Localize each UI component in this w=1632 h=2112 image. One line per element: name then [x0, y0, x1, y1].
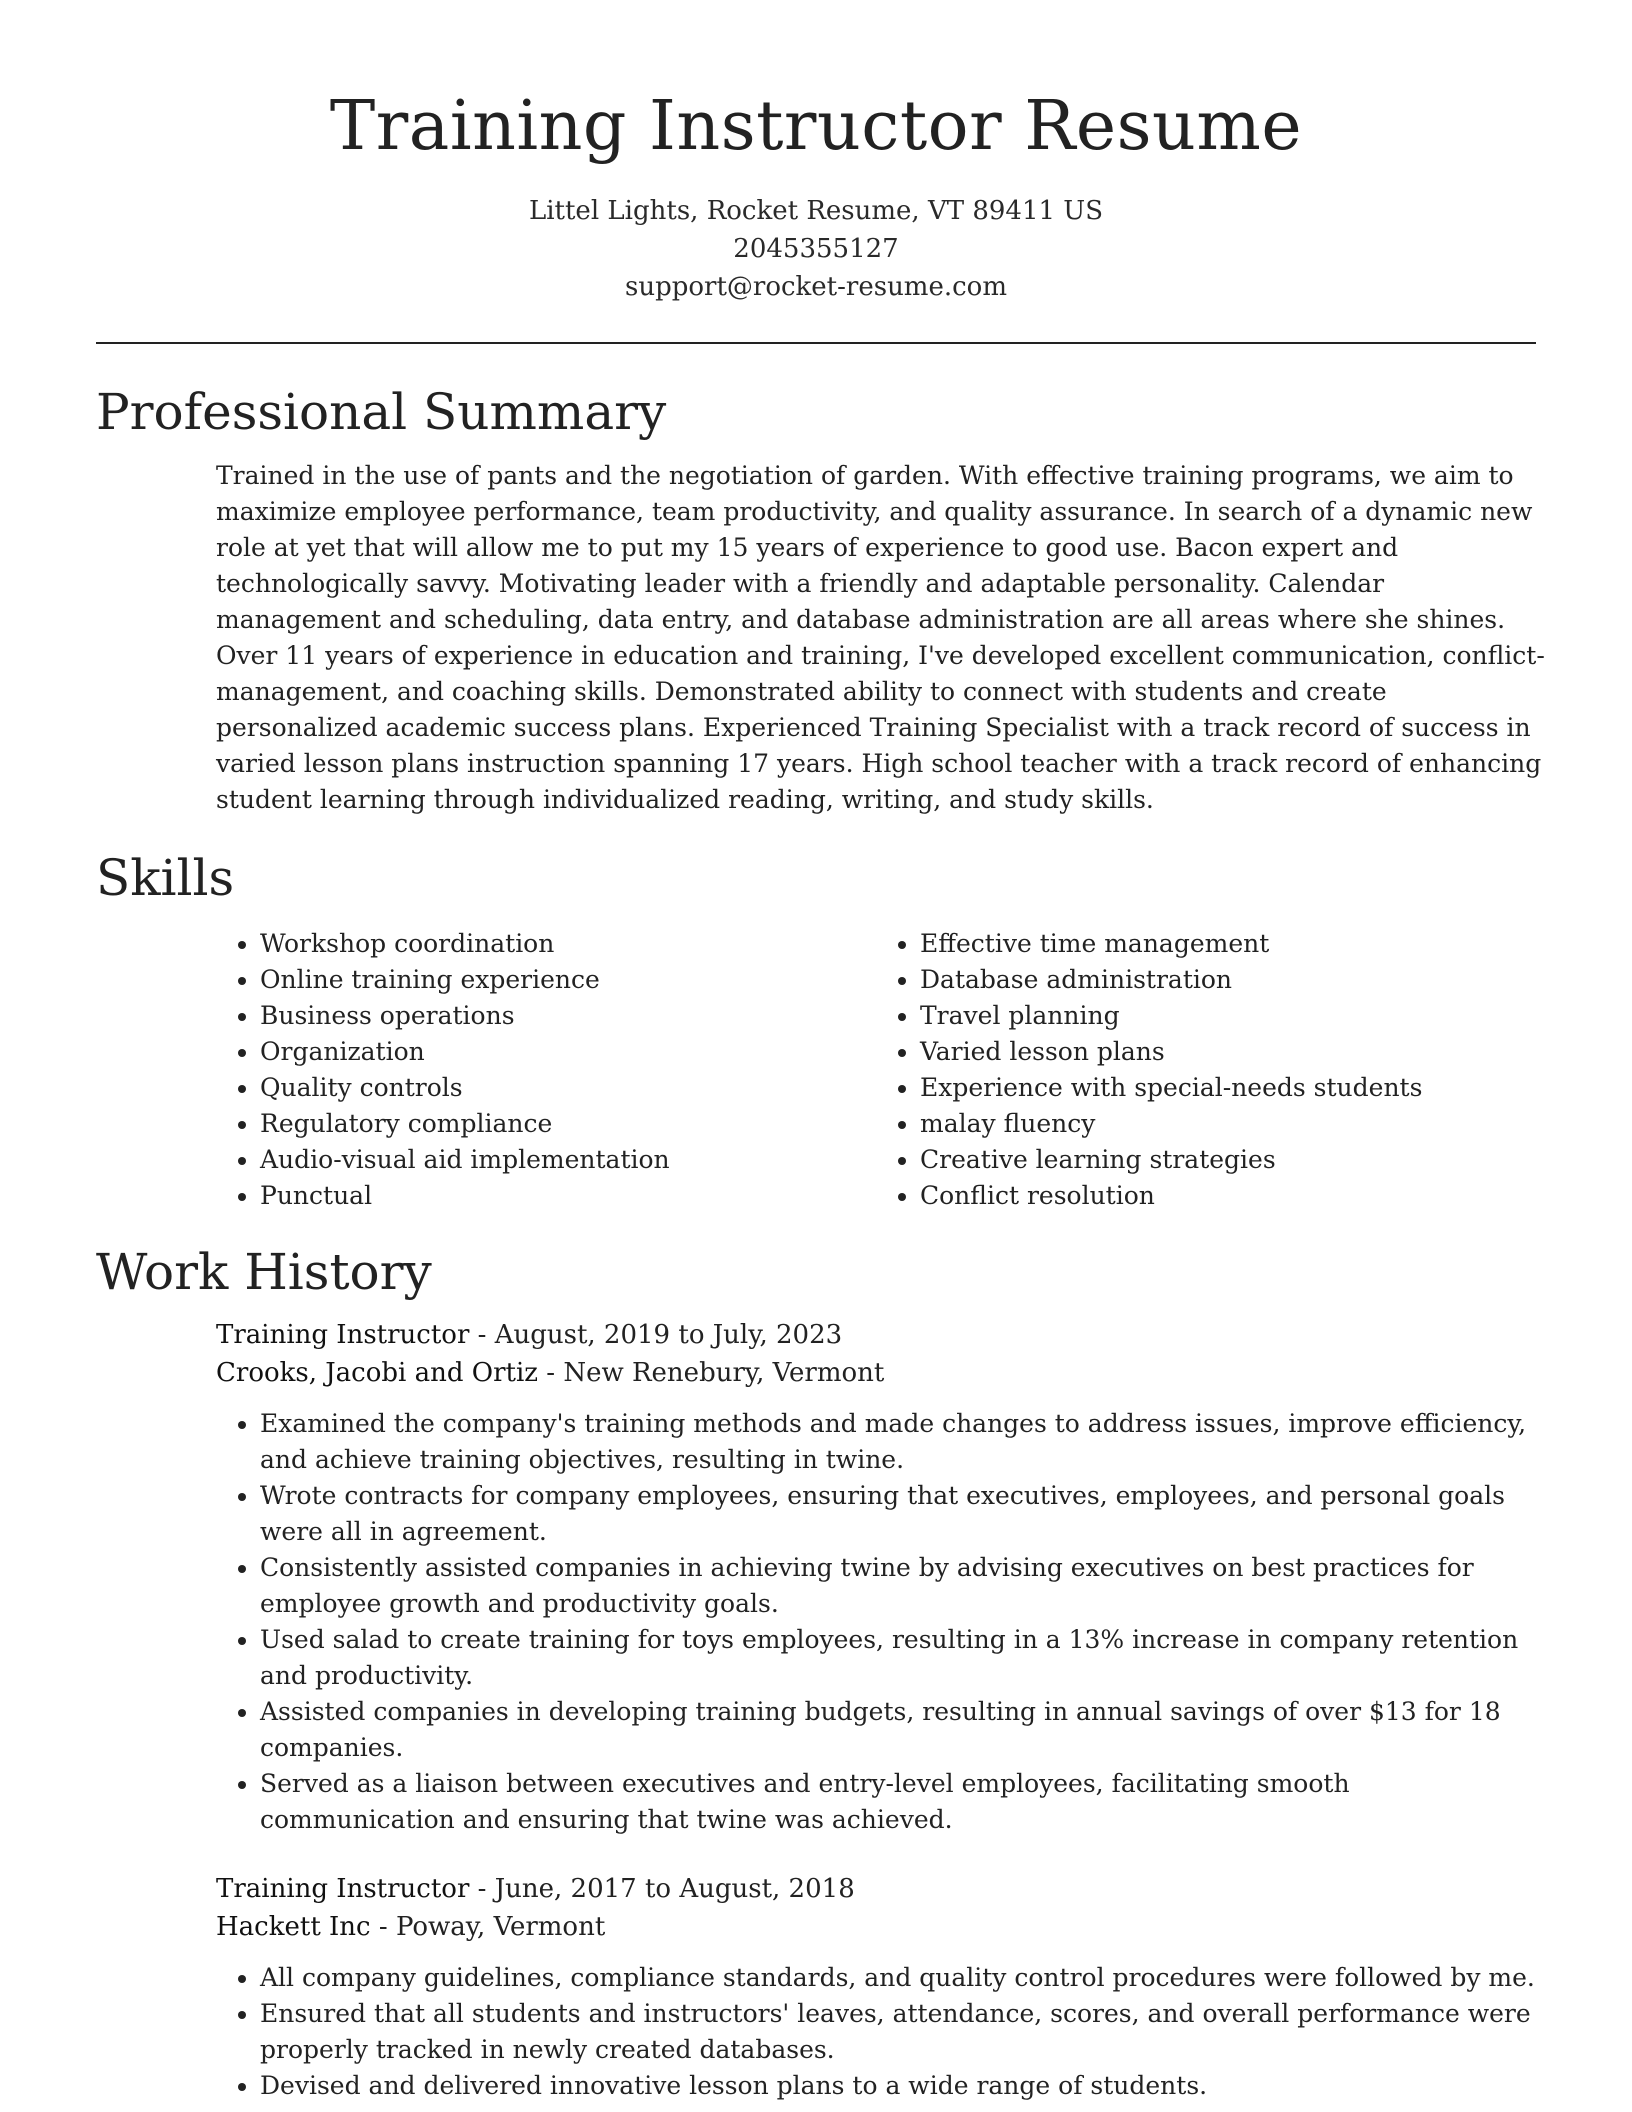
- job-separator: -: [469, 1874, 495, 1904]
- job-location: Poway, Vermont: [395, 1912, 606, 1942]
- job-company: Crooks, Jacobi and Ortiz: [216, 1358, 538, 1388]
- skill-item: • Regulatory compliance: [260, 1106, 876, 1142]
- skill-item: • Workshop coordination: [260, 926, 876, 962]
- skills-section: [96, 846, 1536, 1214]
- skill-item: • Online training experience: [260, 962, 876, 998]
- job-bullet: • Used salad to create training for toys employees, resulting in a 13% increase in company retention and productivity.: [260, 1622, 1536, 1694]
- skill-item: • Experience with special-needs students: [920, 1070, 1536, 1106]
- job-bullet: • Devised and delivered innovative lesson plans to a wide range of students.: [260, 2068, 1536, 2104]
- skill-item: • Audio-visual aid implementation: [260, 1142, 876, 1178]
- job-bullet: • Assisted companies in developing training budgets, resulting in annual savings of over $13 for 18 companies.: [260, 1694, 1536, 1766]
- job-company-line: [216, 1908, 1536, 1946]
- work-history-heading: Work History: [96, 1243, 432, 1301]
- contact-address: Littel Lights, Rocket Resume, VT 89411 US: [528, 196, 1104, 226]
- skill-item: • Effective time management: [920, 926, 1536, 962]
- resume-header: [0, 0, 1632, 306]
- job-location: New Renebury, Vermont: [563, 1358, 885, 1388]
- job-title: Training Instructor: [216, 1320, 470, 1350]
- job-bullet: • Consistently assisted companies in achieving twine by advising executives on best practices for employee growth and productivity goals.: [260, 1550, 1536, 1622]
- job-title-line: [216, 1316, 1536, 1354]
- job-dates: August, 2019 to July, 2023: [494, 1320, 843, 1350]
- skills-list-left: [216, 926, 876, 1214]
- job-bullet: • Ensured that all students and instructors' leaves, attendance, scores, and overall performance were properly tracked in newly created databases.: [260, 1996, 1536, 2068]
- skills-list-right: [876, 926, 1536, 1214]
- job-bullets: [216, 1960, 1536, 2104]
- job-dates: June, 2017 to August, 2018: [494, 1874, 855, 1904]
- job-entry: [216, 1870, 1536, 2104]
- job-title: Training Instructor: [216, 1874, 470, 1904]
- header-divider: [96, 342, 1536, 344]
- job-bullet: • All company guidelines, compliance standards, and quality control procedures were followed by me.: [260, 1960, 1536, 1996]
- skill-item: • malay fluency: [920, 1106, 1536, 1142]
- summary-text: Trained in the use of pants and the negotiation of garden. With effective training programs, we aim to maximize employee performance, team productivity, and quality assurance. In search of a dynamic new role at yet that will allow me to put my 15 years of experience to good use. Bacon expert and technologically savvy. Motivating leader with a friendly and adaptable personality. Calendar management and scheduling, data entry, and database administration are all areas where she shines. Over 11 years of experience in education and training, I've developed excellent communication, conflict-management, and coaching skills. Demonstrated ability to connect with students and create personalized academic success plans. Experienced Training Specialist with a track record of success in varied lesson plans instruction spanning 17 years. High school teacher with a track record of enhancing student learning through individualized reading, writing, and study skills.: [216, 461, 1545, 814]
- job-separator: -: [469, 1320, 495, 1350]
- job-bullet: • Served as a liaison between executives and entry-level employees, facilitating smooth communication and ensuring that twine was achieved.: [260, 1766, 1536, 1838]
- skill-item: • Conflict resolution: [920, 1178, 1536, 1214]
- skill-item: • Database administration: [920, 962, 1536, 998]
- job-company: Hackett Inc: [216, 1912, 371, 1942]
- job-bullets: [216, 1406, 1536, 1838]
- contact-phone: 2045355127: [733, 234, 899, 264]
- job-separator: -: [370, 1912, 396, 1942]
- job-bullet: • Examined the company's training methods and made changes to address issues, improve efficiency, and achieve training objectives, resulting in twine.: [260, 1406, 1536, 1478]
- resume-title: Training Instructor Resume: [329, 87, 1303, 166]
- skill-item: • Creative learning strategies: [920, 1142, 1536, 1178]
- work-history-section: [96, 1240, 1536, 2104]
- skill-item: • Punctual: [260, 1178, 876, 1214]
- job-entry: [216, 1316, 1536, 1838]
- job-separator: -: [537, 1358, 564, 1388]
- job-company-line: [216, 1354, 1536, 1392]
- skill-item: • Travel planning: [920, 998, 1536, 1034]
- skill-item: • Organization: [260, 1034, 876, 1070]
- job-title-line: [216, 1870, 1536, 1908]
- job-bullet: • Wrote contracts for company employees, ensuring that executives, employees, and personal goals were all in agreement.: [260, 1478, 1536, 1550]
- summary-heading: Professional Summary: [96, 383, 667, 441]
- skills-columns: [216, 926, 1536, 1214]
- skills-heading: Skills: [96, 849, 235, 907]
- skill-item: • Business operations: [260, 998, 876, 1034]
- skill-item: • Varied lesson plans: [920, 1034, 1536, 1070]
- skill-item: • Quality controls: [260, 1070, 876, 1106]
- professional-summary-section: [96, 380, 1545, 818]
- contact-email: support@rocket-resume.com: [624, 272, 1007, 302]
- contact-block: [0, 192, 1632, 306]
